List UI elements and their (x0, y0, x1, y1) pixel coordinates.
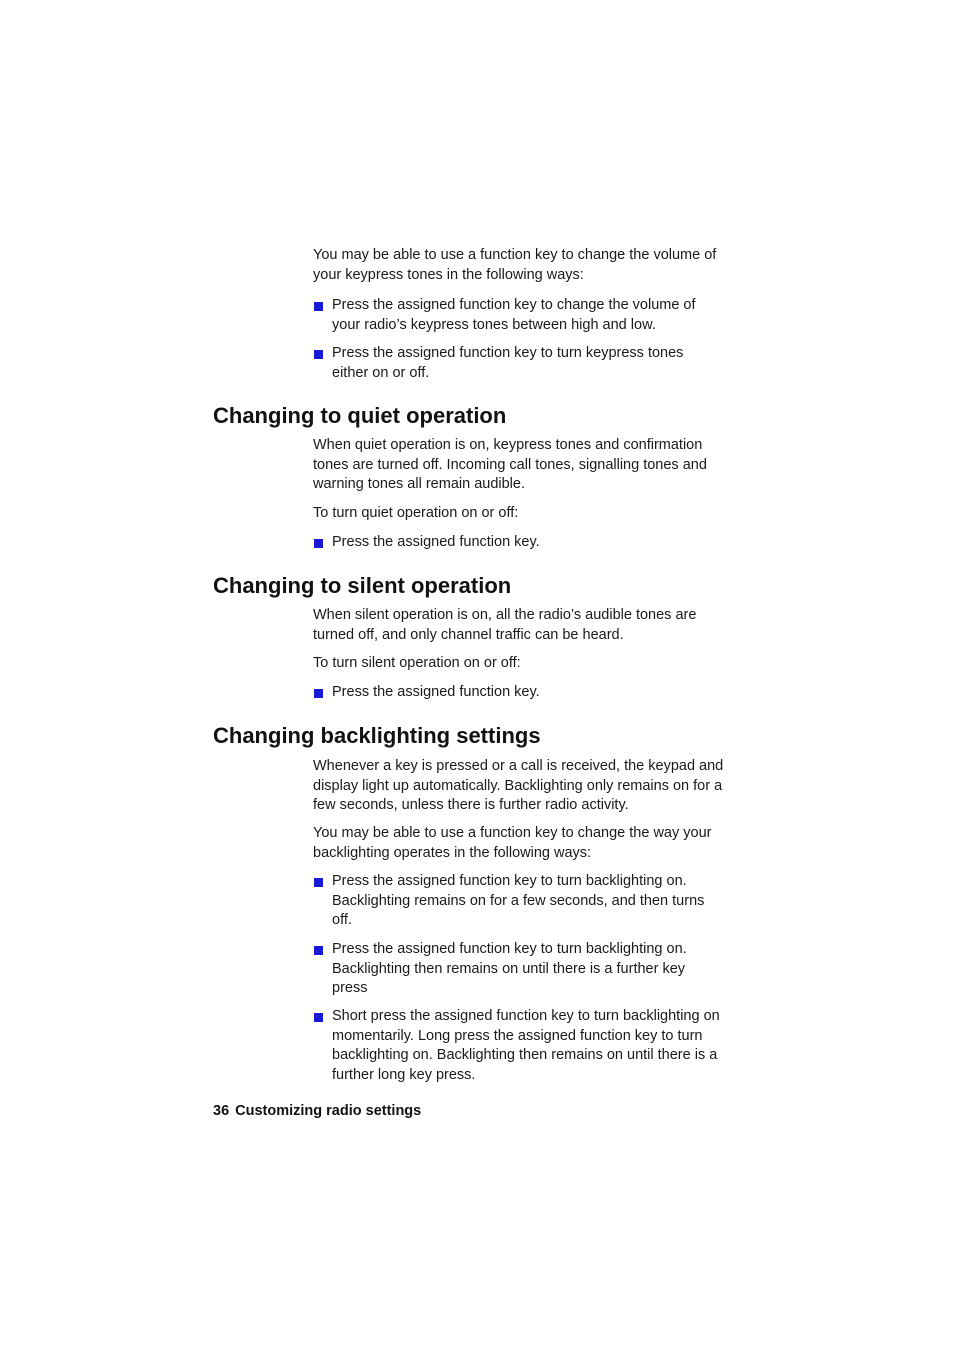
backlight-bullet-list-2 (313, 940, 738, 999)
intro-bullet-list (313, 296, 738, 335)
quiet-instruction-text: To turn quiet operation on or off: (313, 505, 519, 521)
backlight-bullet-list-3 (313, 1007, 738, 1085)
backlight-bullet-list (313, 872, 738, 931)
section-heading-silent: Changing to silent operation (213, 573, 512, 598)
backlight-intro-text: You may be able to use a function key to change the way your backlighting operates in the following ways: (313, 825, 712, 861)
list-item-text: Short press the assigned function key to turn backlighting on momentarily. Long press the assigned function key to turn backlighting on. Backlighting then remains on until there is a further long key press. (332, 1008, 720, 1083)
intro-paragraph: You may be able to use a function key to change the volume of your keypress tones in the following ways: (313, 247, 717, 283)
bullet-square-icon (314, 350, 323, 359)
backlight-paragraph: Whenever a key is pressed or a call is received, the keypad and display light up automatically. Backlighting only remains on for a few seconds, unless there is further radio activity. (313, 758, 724, 814)
quiet-paragraph: When quiet operation is on, keypress tones and confirmation tones are turned off. Incoming call tones, signalling tones and warning tones all remain audible. (313, 437, 707, 493)
quiet-section (313, 436, 738, 495)
bullet-square-icon (314, 689, 323, 698)
silent-section (313, 606, 738, 645)
silent-paragraph: When silent operation is on, all the radio’s audible tones are turned off, and only channel traffic can be heard. (313, 607, 697, 643)
list-item (313, 683, 738, 703)
list-item-text: Press the assigned function key to turn keypress tones either on or off. (332, 345, 684, 381)
quiet-instruction (313, 504, 738, 524)
list-item-text: Press the assigned function key to turn backlighting on. Backlighting then remains on until there is a further key press (332, 941, 687, 997)
bullet-square-icon (314, 946, 323, 955)
intro-section (313, 246, 738, 285)
section-heading-quiet: Changing to quiet operation (213, 403, 507, 428)
list-item-text: Press the assigned function key. (332, 684, 540, 700)
page-footer (213, 1102, 421, 1121)
footer-section-title: Customizing radio settings (235, 1103, 422, 1119)
list-item-text: Press the assigned function key. (332, 534, 540, 550)
bullet-square-icon (314, 878, 323, 887)
list-item (313, 533, 738, 553)
list-item (313, 940, 717, 999)
list-item-text: Press the assigned function key to turn backlighting on. Backlighting remains on for a few seconds, and then turns off. (332, 873, 705, 929)
silent-bullet-list (313, 683, 738, 703)
list-item-text: Press the assigned function key to change the volume of your radio’s keypress tones between high and low. (332, 297, 696, 333)
bullet-square-icon (314, 1013, 323, 1022)
backlight-intro (313, 824, 738, 863)
list-item (313, 296, 722, 335)
list-item (313, 344, 722, 383)
list-item (313, 872, 717, 931)
silent-instruction (313, 654, 738, 674)
bullet-square-icon (314, 539, 323, 548)
section-heading-backlighting: Changing backlighting settings (213, 723, 541, 748)
bullet-square-icon (314, 302, 323, 311)
silent-instruction-text: To turn silent operation on or off: (313, 655, 521, 671)
intro-bullet-list-2 (313, 344, 738, 383)
backlight-section (313, 757, 738, 816)
quiet-bullet-list (313, 533, 738, 553)
page-number: 36 (213, 1103, 230, 1119)
list-item (313, 1007, 737, 1085)
